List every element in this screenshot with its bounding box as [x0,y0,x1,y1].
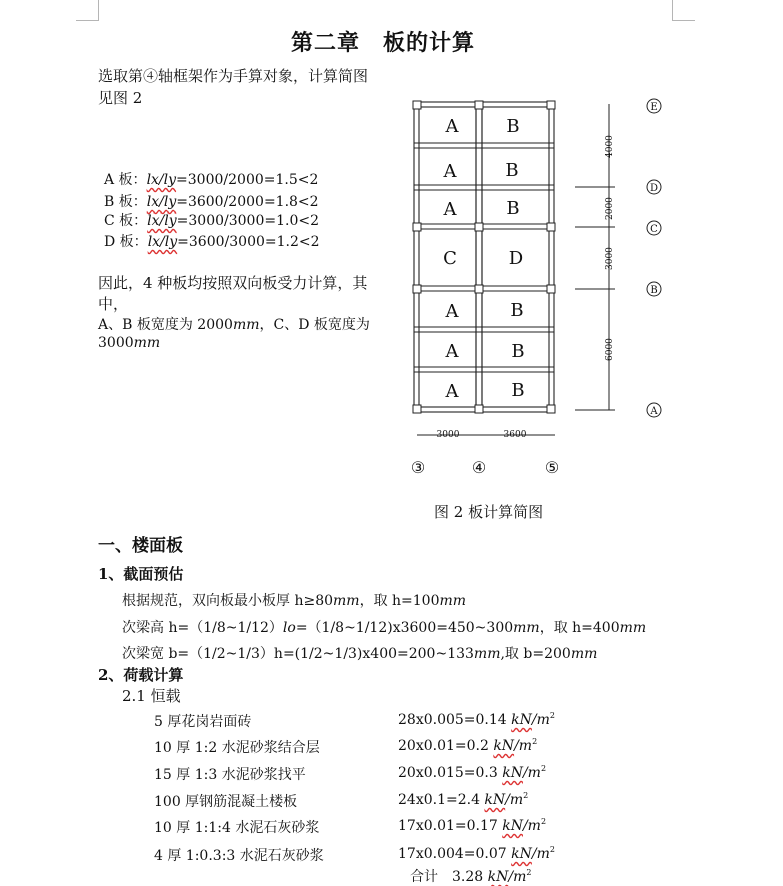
ratio-value: =3600/3000=1.2<2 [177,234,320,250]
load-calc-text: 17x0.004=0.07 [398,846,512,862]
load-name: 15 厚 1:3 水泥砂浆找平 [154,767,306,783]
panel-label: A [443,161,457,182]
load-total [410,866,531,886]
column-node [475,405,483,413]
section-heading: 一、楼面板 [98,536,183,556]
dead-load-heading: 2.1 恒载 [122,687,181,705]
load-calc [398,711,555,728]
text-run: ，取 h=400 [539,620,620,636]
unit-mm: mm [619,620,647,636]
column-node [413,223,421,231]
load-name: 10 厚 1:2 水泥砂浆结合层 [154,740,320,756]
unit-kn: kN [511,846,532,862]
axis-label: D [649,183,659,194]
column-node [475,223,483,231]
load-calc-text: 17x0.01=0.17 [398,818,503,834]
unit-kn: kN [484,792,506,808]
panel-label: B [506,116,520,137]
unit-exponent: 2 [540,764,547,773]
ratio-symbol: lx/ly [147,234,178,250]
intro-line-2: 见图 2 [98,89,143,107]
ratio-line-b [104,191,319,211]
subsection-heading: 2、荷载计算 [98,666,184,684]
unit-kn: kN [493,738,515,754]
load-calc [398,737,537,754]
panel-label: D [508,248,524,269]
load-calc-text: 20x0.015=0.3 [398,765,503,781]
conclusion-line-4 [98,335,160,351]
unit-mm: mm [439,593,467,609]
ratio-value: =3000/2000=1.5<2 [176,172,319,188]
unit-mm: mm [570,646,598,662]
dimension-label: 4000 [605,135,615,158]
dimension-label: 3000 [605,247,615,270]
axis-label: A [650,406,658,417]
unit-mm: mm [473,646,501,662]
axis-label: E [650,102,658,113]
load-calc [398,845,555,862]
unit-mm: mm [333,593,360,609]
column-axis-3: ③ [410,458,426,477]
intro-line-1: 选取第④轴框架作为手算对象，计算简图 [98,67,369,85]
figure-caption: 图 2 板计算简图 [434,503,544,521]
unit-exponent: 2 [526,868,532,877]
unit-per-m: /m [508,869,527,885]
text-run: =（1/8~1/12)x3600=450~300 [295,620,514,636]
unit-per-m: /m [505,792,524,808]
unit-kn: kN [502,765,523,781]
load-calc-text: 20x0.01=0.2 [398,738,494,754]
column-axis-5: ⑤ [544,458,560,477]
column-node [413,101,421,109]
ratio-line-c [104,210,319,230]
load-calc-text: 24x0.1=2.4 [398,792,485,808]
width-cd-text: ，C、D 板宽度为 [259,317,370,333]
column-node [413,405,421,413]
slab-calculation-diagram [400,90,680,482]
crop-mark-top-right [672,0,695,21]
load-name: 100 厚钢筋混凝土楼板 [154,794,298,810]
unit-mm: mm [133,335,161,351]
unit-per-m: /m [531,846,550,862]
load-name: 5 厚花岗岩面砖 [154,714,252,730]
text-run: ，取 h=100 [359,593,440,609]
unit-exponent: 2 [523,791,529,800]
subsection-heading: 1、截面预估 [98,565,184,583]
panel-label: A [443,199,457,220]
column-node [547,101,555,109]
panel-label: C [443,248,457,269]
panel-label: B [511,380,525,401]
ratio-symbol: lx/ly [146,172,177,188]
panel-label: B [505,160,519,181]
unit-exponent: 2 [549,711,555,720]
ratio-line-a [104,169,318,189]
ratio-symbol: lx/ly [147,213,177,229]
panel-label: A [445,341,459,362]
unit-per-m: /m [531,712,550,728]
chapter-title: 第二章 板的计算 [291,30,476,56]
unit-per-m: /m [522,765,541,781]
unit-per-m: /m [522,818,541,834]
load-calc-text: 28x0.005=0.14 [398,712,512,728]
column-node [475,101,483,109]
panel-label: B [506,198,520,219]
panel-label: A [445,381,459,402]
column-axis-4: ④ [471,458,487,477]
ratio-value: =3600/2000=1.8<2 [176,194,319,210]
unit-exponent: 2 [540,817,547,826]
load-calc [398,791,528,808]
axis-label: C [650,224,658,235]
unit-per-m: /m [514,738,533,754]
panel-label: A [445,116,459,137]
crop-mark-top-left [76,0,99,21]
dimension-label: 2000 [605,197,615,220]
conclusion-line-2: 中， [98,295,129,313]
ratio-line-d [104,231,320,251]
text-run: ,取 b=200 [500,646,571,662]
column-node [547,223,555,231]
ratio-label: D 板： [104,234,148,250]
column-node [413,285,421,293]
span-symbol: lo [282,620,296,636]
load-name: 4 厚 1:0.3:3 水泥石灰砂浆 [154,848,324,864]
unit-kn: kN [502,818,523,834]
column-node [547,285,555,293]
panel-label: B [510,300,524,321]
panel-label: A [445,301,459,322]
unit-mm: mm [232,317,260,333]
unit-mm: mm [513,620,540,636]
width-cd-value: 3000 [98,335,134,351]
dimension-label: 3600 [503,430,527,440]
text-run: 次梁高 h=（1/8~1/12） [122,620,283,636]
ratio-label: B 板： [104,194,147,210]
load-total-text: 合计 3.28 [410,869,488,885]
ratio-value: =3000/3000=1.0<2 [176,213,319,229]
conclusion-line-1: 因此，4 种板均按照双向板受力计算，其 [98,274,368,292]
beam-height-line [122,617,646,637]
load-calc [398,817,546,834]
text-run: 次梁宽 b=（1/2~1/3）h=(1/2~1/3)x400=200~133 [122,646,474,662]
dimension-label: 3000 [436,430,460,440]
ratio-symbol: lx/ly [146,194,177,210]
load-name: 10 厚 1:1:4 水泥石灰砂浆 [154,820,320,836]
unit-kn: kN [511,712,532,728]
load-calc [398,764,546,781]
unit-exponent: 2 [549,845,555,854]
ratio-label: C 板： [104,213,148,229]
slab-thickness-line [122,590,466,610]
panel-label: B [511,341,525,362]
column-node [547,405,555,413]
text-run: 根据规范，双向板最小板厚 h≥80 [122,593,334,609]
dimension-label: 6000 [605,338,615,361]
ratio-label: A 板： [104,172,147,188]
beam-width-line [122,643,597,663]
axis-label: B [650,285,658,296]
unit-exponent: 2 [532,737,538,746]
width-ab-text: A、B 板宽度为 2000 [98,317,233,333]
conclusion-line-3 [98,314,370,334]
column-node [475,285,483,293]
unit-kn: kN [487,869,509,885]
